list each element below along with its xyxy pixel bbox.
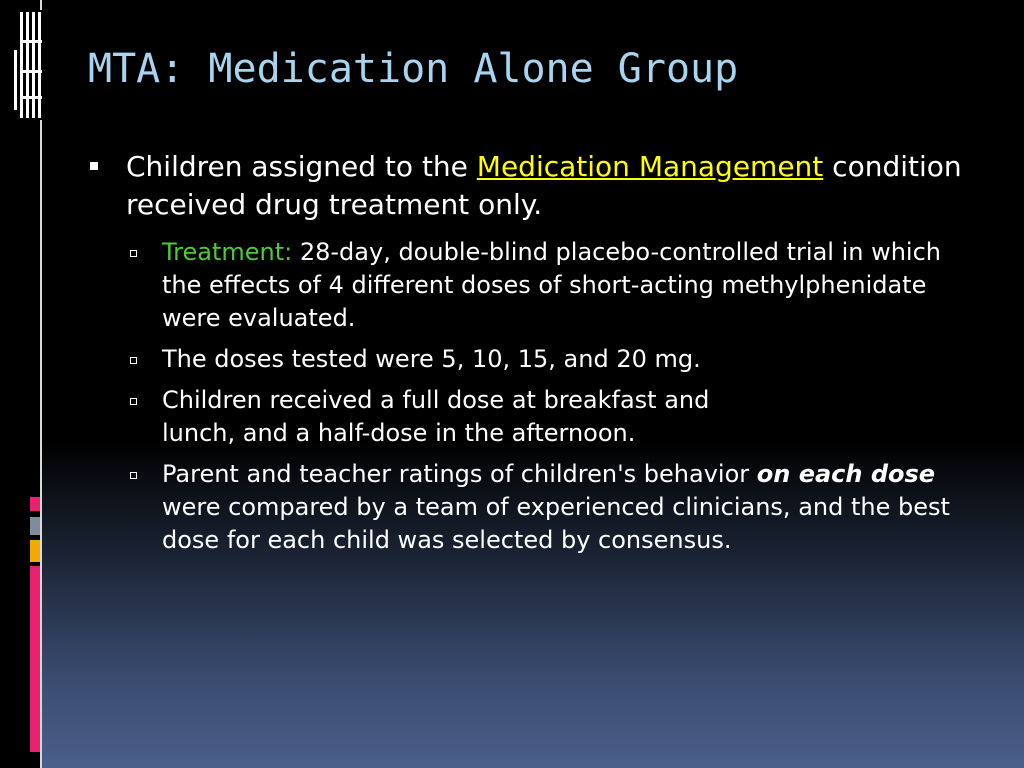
accent-block-pink-top — [30, 497, 40, 511]
ratings-emphasis: on each dose — [756, 460, 936, 488]
hollow-square-bullet-icon — [130, 250, 137, 257]
accent-block-orange — [30, 540, 40, 562]
window-grid-icon — [8, 10, 42, 120]
treatment-label: Treatment: — [162, 238, 293, 266]
accent-block-pink — [30, 566, 40, 752]
accent-block-gray — [30, 517, 40, 535]
list-item-level2 — [88, 384, 978, 450]
dose-schedule-line1: Children received a full dose at breakfast and — [162, 386, 710, 414]
list-item-level1 — [88, 148, 978, 224]
ratings-pre: Parent and teacher ratings of children's behavior — [162, 460, 757, 488]
hollow-square-bullet-icon — [130, 472, 137, 479]
slide-title: MTA: Medication Alone Group — [88, 46, 739, 92]
list-item-level2 — [88, 236, 978, 335]
list-item-level2 — [88, 343, 978, 376]
slide-content — [88, 148, 978, 565]
point1-post: condition received drug treatment only. — [126, 150, 962, 221]
list-item-level2 — [88, 458, 978, 557]
hollow-square-bullet-icon — [130, 357, 137, 364]
square-bullet-icon — [90, 162, 98, 170]
hollow-square-bullet-icon — [130, 398, 137, 405]
point1-pre: Children assigned to the — [126, 150, 477, 183]
medication-management-link[interactable]: Medication Management — [476, 150, 824, 183]
doses-text: The doses tested were 5, 10, 15, and 20 mg. — [162, 345, 701, 373]
treatment-text: 28-day, double-blind placebo-controlled trial in which the effects of 4 different doses of short-acting methylphenidate were evaluated. — [162, 238, 942, 332]
ratings-post: were compared by a team of experienced clinicians, and the best dose for each child was selected by consensus. — [162, 493, 950, 554]
dose-schedule-line2: lunch, and a half-dose in the afternoon. — [162, 419, 636, 447]
